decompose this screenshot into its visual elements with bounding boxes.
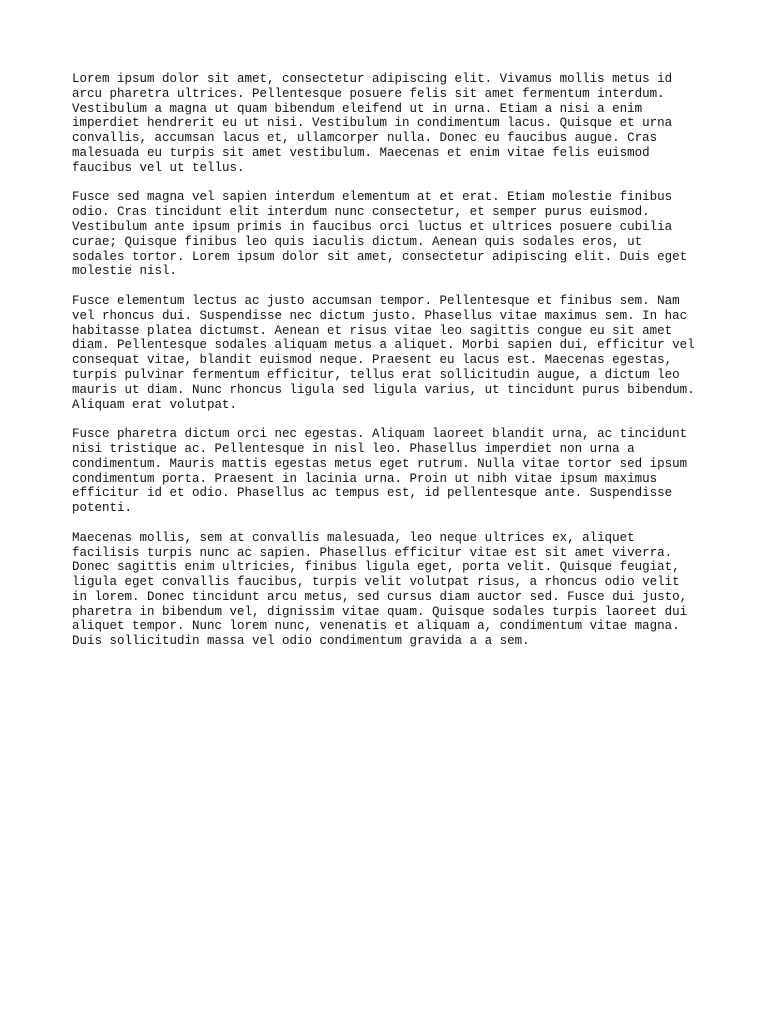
paragraph-4: Fusce pharetra dictum orci nec egestas. Aliquam laoreet blandit urna, ac tincidunt nisi tristique ac. Pellentesque in nisl leo. Phasellus imperdiet non urna a condimentum. Mauris mattis egestas metus eget rutrum. Nulla vitae tortor sed ipsum condimentum porta. Praesent in lacinia urna. Proin ut nibh vitae ipsum maximus efficitur id et odio. Phasellus ac tempus est, id pellentesque ante. Suspendisse potenti. [72,427,688,516]
paragraph-2: Fusce sed magna vel sapien interdum elementum at et erat. Etiam molestie finibus odio. Cras tincidunt elit interdum nunc consectetur, et semper purus euismod. Vestibulum ante ipsum primis in faucibus orci luctus et ultrices posuere cubilia curae; Quisque finibus leo quis iaculis dictum. Aenean quis sodales eros, ut sodales tortor. Lorem ipsum dolor sit amet, consectetur adipiscing elit. Duis eget molestie nisl. [72,190,688,279]
paragraph-5: Maecenas mollis, sem at convallis malesuada, leo neque ultrices ex, aliquet facilisis turpis nunc ac sapien. Phasellus efficitur vitae est sit amet viverra. Donec sagittis enim ultricies, finibus ligula eget, porta velit. Quisque feugiat, ligula eget convallis faucibus, turpis velit volutpat risus, a rhoncus odio velit in lorem. Donec tincidunt arcu metus, sed cursus diam auctor sed. Fusce dui justo, pharetra in bibendum vel, dignissim vitae quam. Quisque sodales turpis laoreet dui aliquet tempor. Nunc lorem nunc, venenatis et aliquam a, condimentum vitae magna. Duis sollicitudin massa vel odio condimentum gravida a a sem. [72,530,688,649]
paragraph-3: Fusce elementum lectus ac justo accumsan tempor. Pellentesque et finibus sem. Nam vel rhoncus dui. Suspendisse nec dictum justo. Phasellus vitae maximus sem. In hac habitasse platea dictumst. Aenean et risus vitae leo sagittis congue eu sit amet diam. Pellentesque sodales aliquam metus a aliquet. Morbi sapien dui, efficitur vel consequat vitae, blandit euismod neque. Praesent eu lacus est. Maecenas egestas, turpis pulvinar fermentum efficitur, tellus erat sollicitudin augue, a dictum leo mauris ut diam. Nunc rhoncus ligula sed ligula varius, ut tincidunt purus bibendum. Aliquam erat volutpat. [72,293,695,412]
paragraph-1: Lorem ipsum dolor sit amet, consectetur adipiscing elit. Vivamus mollis metus id arcu pharetra ultrices. Pellentesque posuere felis sit amet fermentum interdum. Vestibulum a magna ut quam bibendum eleifend ut in urna. Etiam a nisi a enim imperdiet hendrerit eu ut nisi. Vestibulum in condimentum lacus. Quisque et urna convallis, accumsan lacus et, ullamcorper nulla. Donec eu faucibus augue. Cras malesuada eu turpis sit amet vestibulum. Maecenas et enim vitae felis euismod faucibus vel ut tellus. [72,72,673,175]
document-page [72,72,702,664]
